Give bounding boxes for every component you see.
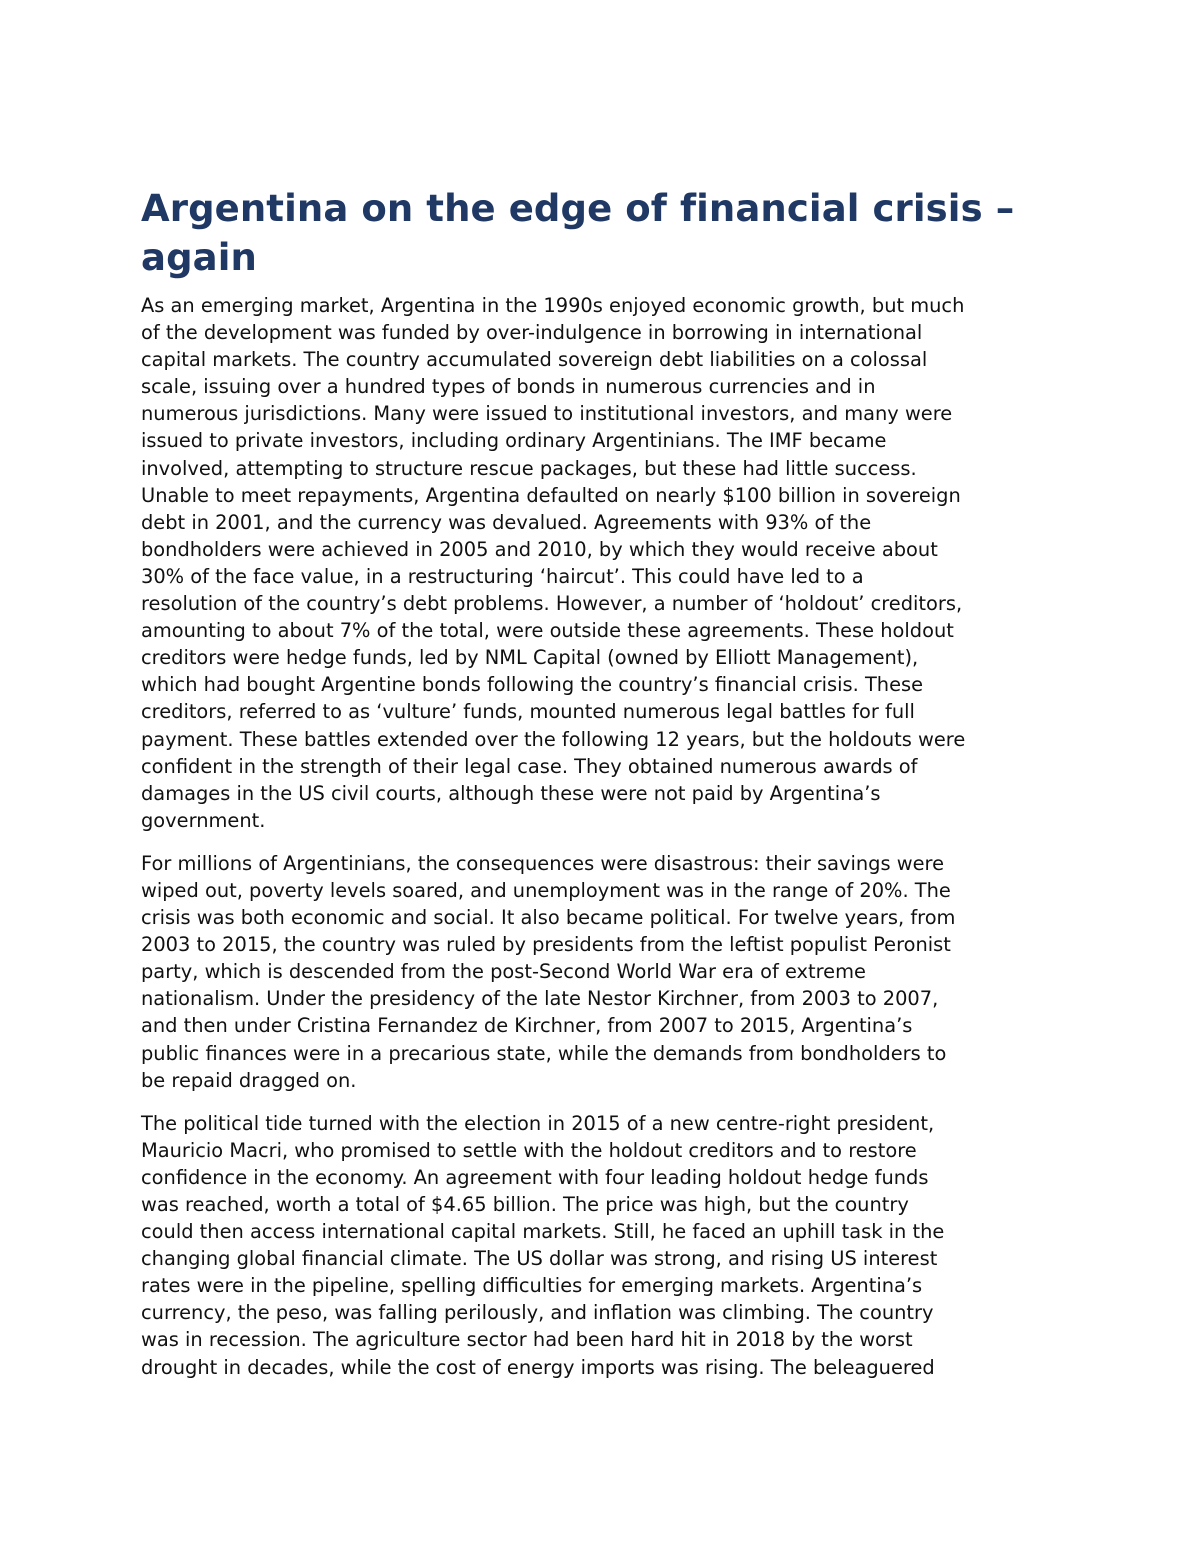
document-body bbox=[141, 184, 1061, 1397]
paragraph-2: For millions of Argentinians, the consequences were disastrous: their savings were wiped out, poverty levels soared, and unemployment was in the range of 20%. The crisis was both economic and social. It also became political. For twelve years, from 2003 to 2015, the country was ruled by presidents from the leftist populist Peronist party, which is descended from the post-Second World War era of extreme nationalism. Under the presidency of the late Nestor Kirchner, from 2003 to 2007, and then under Cristina Fernandez de Kirchner, from 2007 to 2015, Argentina’s public finances were in a precarious state, while the demands from bondholders to be repaid dragged on. bbox=[141, 851, 956, 1092]
paragraph-1: As an emerging market, Argentina in the 1990s enjoyed economic growth, but much of the development was funded by over-indulgence in borrowing in international capital markets. The country accumulated sovereign debt liabilities on a colossal scale, issuing over a hundred types of bonds in numerous currencies and in numerous jurisdictions. Many were issued to institutional investors, and many were issued to private investors, including ordinary Argentinians. The IMF became involved, attempting to structure rescue packages, but these had little success. Unable to meet repayments, Argentina defaulted on nearly $100 billion in sovereign debt in 2001, and the currency was devalued. Agreements with 93% of the bondholders were achieved in 2005 and 2010, by which they would receive about 30% of the face value, in a restructuring ‘haircut’. This could have led to a resolution of the country’s debt problems. However, a number of ‘holdout’ creditors, amounting to about 7% of the total, were outside these agreements. These holdout creditors were hedge funds, led by NML Capital (owned by Elliott Management), which had bought Argentine bonds following the country’s financial crisis. These creditors, referred to as ‘vulture’ funds, mounted numerous legal battles for full payment. These battles extended over the following 12 years, but the holdouts were confident in the strength of their legal case. They obtained numerous awards of damages in the US civil courts, although these were not paid by Argentina’s government. bbox=[141, 294, 966, 832]
paragraph-3: The political tide turned with the election in 2015 of a new centre-right president, Mauricio Macri, who promised to settle with the holdout creditors and to restore confidence in the economy. An agreement with four leading holdout hedge funds was reached, worth a total of $4.65 billion. The price was high, but the country could then access international capital markets. Still, he faced an uphill task in the changing global financial climate. The US dollar was strong, and rising US interest rates were in the pipeline, spelling difficulties for emerging markets. Argentina’s currency, the peso, was falling perilously, and inflation was climbing. The country was in recession. The agriculture sector had been hard hit in 2018 by the worst drought in decades, while the cost of energy imports was rising. The beleaguered bbox=[141, 1111, 945, 1379]
document-title: Argentina on the edge of financial crisis – again bbox=[141, 187, 1015, 279]
